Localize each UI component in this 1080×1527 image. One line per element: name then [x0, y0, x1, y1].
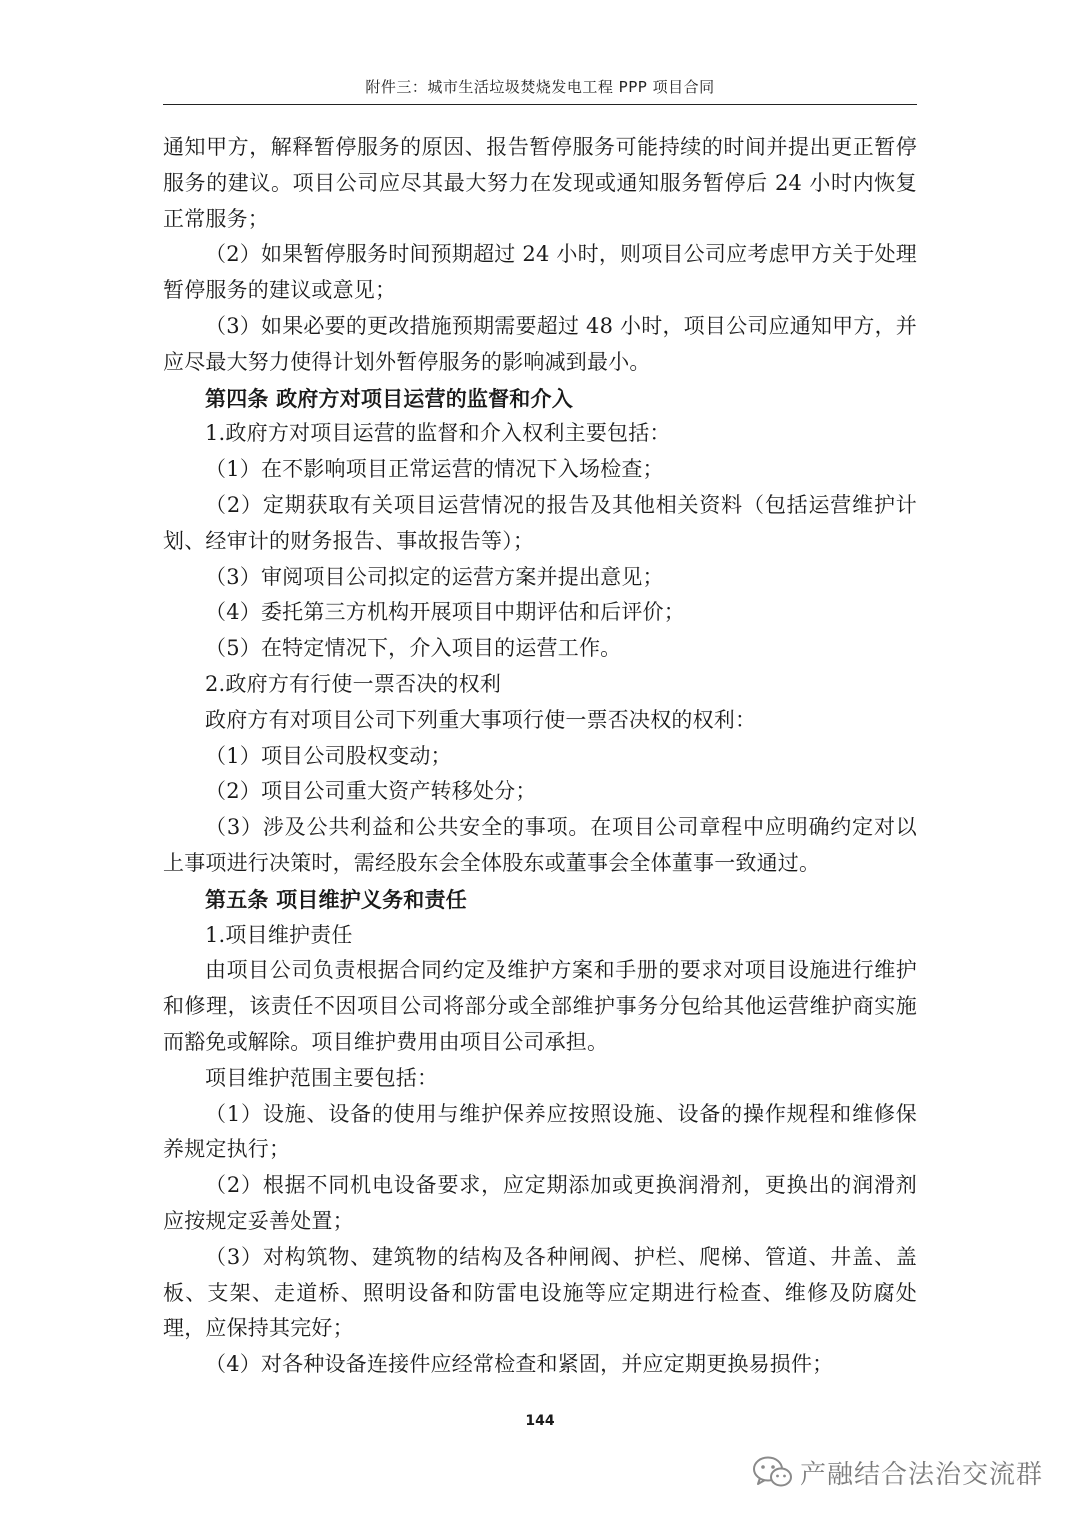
- section-heading: 1.项目维护责任: [205, 922, 353, 947]
- paragraph: 由项目公司负责根据合同约定及维护方案和手册的要求对项目设施进行维护和修理，该责任不因项目公司将部分或全部维护事务分包给其他运营维护商实施而豁免或解除。项目维护费用由项目公司承担。: [163, 958, 917, 1054]
- list-item: （2）根据不同机电设备要求，应定期添加或更换润滑剂，更换出的润滑剂应按规定妥善处置；: [163, 1173, 917, 1233]
- list-item: （2）定期获取有关项目运营情况的报告及其他相关资料（包括运营维护计划、经审计的财务报告、事故报告等）；: [163, 492, 917, 553]
- section-heading: 1.政府方对项目运营的监督和介入权利主要包括：: [205, 421, 671, 446]
- list-item: （5）在特定情况下，介入项目的运营工作。: [205, 636, 622, 661]
- list-item: （3）审阅项目公司拟定的运营方案并提出意见；: [205, 564, 664, 589]
- watermark-text: 产融结合法治交流群: [800, 1459, 1044, 1490]
- section-heading: 2.政府方有行使一票否决的权利: [205, 671, 502, 696]
- list-item: （2）如果暂停服务时间预期超过 24 小时，则项目公司应考虑甲方关于处理暂停服务的建议或意见；: [163, 242, 917, 303]
- list-item: （4）委托第三方机构开展项目中期评估和后评价；: [205, 600, 685, 625]
- article-heading: 第四条 政府方对项目运营的监督和介入: [205, 385, 573, 411]
- paragraph: 通知甲方，解释暂停服务的原因、报告暂停服务可能持续的时间并提出更正暂停服务的建议。项目公司应尽其最大努力在发现或通知服务暂停后 24 小时内恢复正常服务；: [163, 135, 917, 231]
- list-item: （1）设施、设备的使用与维护保养应按照设施、设备的操作规程和维修保养规定执行；: [163, 1101, 917, 1162]
- paragraph: 政府方有对项目公司下列重大事项行使一票否决权的权利：: [205, 707, 757, 732]
- list-item: （3）涉及公共利益和公共安全的事项。在项目公司章程中应明确约定对以上事项进行决策时，需经股东会全体股东或董事会全体董事一致通过。: [163, 815, 917, 875]
- header-divider: [163, 104, 917, 105]
- wechat-icon: [752, 1454, 794, 1490]
- list-item: （2）项目公司重大资产转移处分；: [205, 779, 537, 804]
- page-number: 144: [525, 1413, 555, 1429]
- list-item: （1）项目公司股权变动；: [205, 743, 452, 768]
- document-body: [163, 130, 917, 1383]
- list-item: （1）在不影响项目正常运营的情况下入场检查；: [205, 457, 664, 482]
- list-item: （4）对各种设备连接件应经常检查和紧固，并应定期更换易损件；: [205, 1352, 834, 1377]
- list-item: （3）如果必要的更改措施预期需要超过 48 小时，项目公司应通知甲方，并应尽最大努力使得计划外暂停服务的影响减到最小。: [163, 313, 917, 374]
- page-header-title: 附件三：城市生活垃圾焚烧发电工程 PPP 项目合同: [365, 78, 715, 96]
- watermark: [752, 1452, 1043, 1492]
- article-heading: 第五条 项目维护义务和责任: [205, 886, 467, 912]
- list-item: （3）对构筑物、建筑物的结构及各种闸阀、护栏、爬梯、管道、井盖、盖板、支架、走道桥、照明设备和防雷电设施等应定期进行检查、维修及防腐处理，应保持其完好；: [163, 1244, 917, 1341]
- paragraph: 项目维护范围主要包括：: [205, 1065, 439, 1090]
